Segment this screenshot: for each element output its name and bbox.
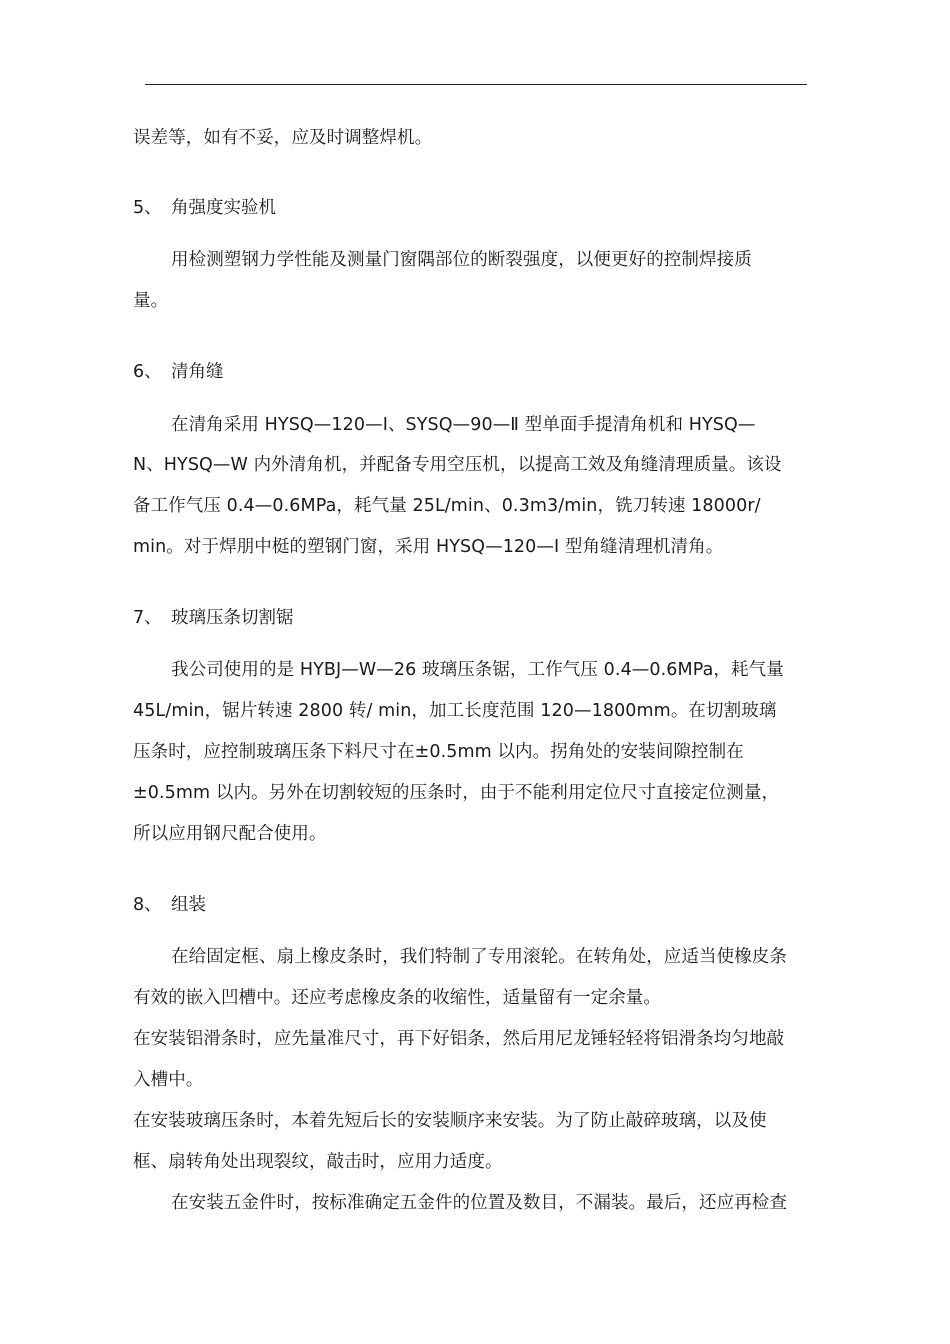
paragraph-line: ±0.5mm 以内。另外在切割较短的压条时，由于不能利用定位尺寸直接定位测量， [133, 783, 780, 803]
header-rule [145, 84, 807, 85]
section-number: 8、 [133, 895, 162, 915]
section-title: 角强度实验机 [171, 198, 276, 218]
paragraph-line: 在安装铝滑条时，应先量准尺寸，再下好铝条，然后用尼龙锤轻轻将铝滑条均匀地敲 [133, 1029, 785, 1049]
paragraph-line: 所以应用钢尺配合使用。 [133, 824, 327, 844]
section-number: 5、 [133, 198, 162, 218]
paragraph-line: 备工作气压 0.4—0.6MPa，耗气量 25L/min、0.3m3/min，铣刀转速 18000r/ [133, 496, 761, 516]
paragraph-line: 45L/min，锯片转速 2800 转/ min，加工长度范围 120—1800mm。在切割玻璃 [133, 701, 777, 721]
section-number: 6、 [133, 362, 162, 382]
paragraph-line: min。对于焊朋中梃的塑钢门窗，采用 HYSQ—120—I 型角缝清理机清角。 [133, 537, 724, 557]
paragraph-line: 在安装玻璃压条时，本着先短后长的安装顺序来安装。为了防止敲碎玻璃，以及使 [133, 1111, 767, 1131]
section-title: 清角缝 [171, 362, 224, 382]
section-title: 组装 [171, 895, 206, 915]
paragraph-line: 压条时，应控制玻璃压条下料尺寸在±0.5mm 以内。拐角处的安装间隙控制在 [133, 742, 744, 762]
paragraph-line: 用检测塑钢力学性能及测量门窗隅部位的断裂强度，以便更好的控制焊接质 [171, 250, 752, 270]
paragraph-line: 入槽中。 [133, 1070, 204, 1090]
paragraph-line: N、HYSQ—W 内外清角机，并配备专用空压机，以提高工效及角缝清理质量。该设 [133, 455, 782, 475]
paragraph-line: 量。 [133, 291, 169, 311]
paragraph-line: 在安装五金件时，按标准确定五金件的位置及数目，不漏装。最后，还应再检查 [171, 1193, 787, 1213]
paragraph-line: 误差等，如有不妥，应及时调整焊机。 [133, 128, 433, 148]
paragraph-line: 在清角采用 HYSQ—120—I、SYSQ—90—Ⅱ 型单面手提清角机和 HYSQ— [171, 415, 756, 435]
section-title: 玻璃压条切割锯 [171, 608, 294, 628]
paragraph-line: 有效的嵌入凹槽中。还应考虑橡皮条的收缩性，适量留有一定余量。 [133, 988, 661, 1008]
paragraph-line: 我公司使用的是 HYBJ—W—26 玻璃压条锯，工作气压 0.4—0.6MPa，耗气量 [171, 660, 784, 680]
section-number: 7、 [133, 608, 162, 628]
paragraph-line: 框、扇转角处出现裂纹，敲击时，应用力适度。 [133, 1152, 503, 1172]
paragraph-line: 在给固定框、扇上橡皮条时，我们特制了专用滚轮。在转角处，应适当使橡皮条 [171, 947, 787, 967]
